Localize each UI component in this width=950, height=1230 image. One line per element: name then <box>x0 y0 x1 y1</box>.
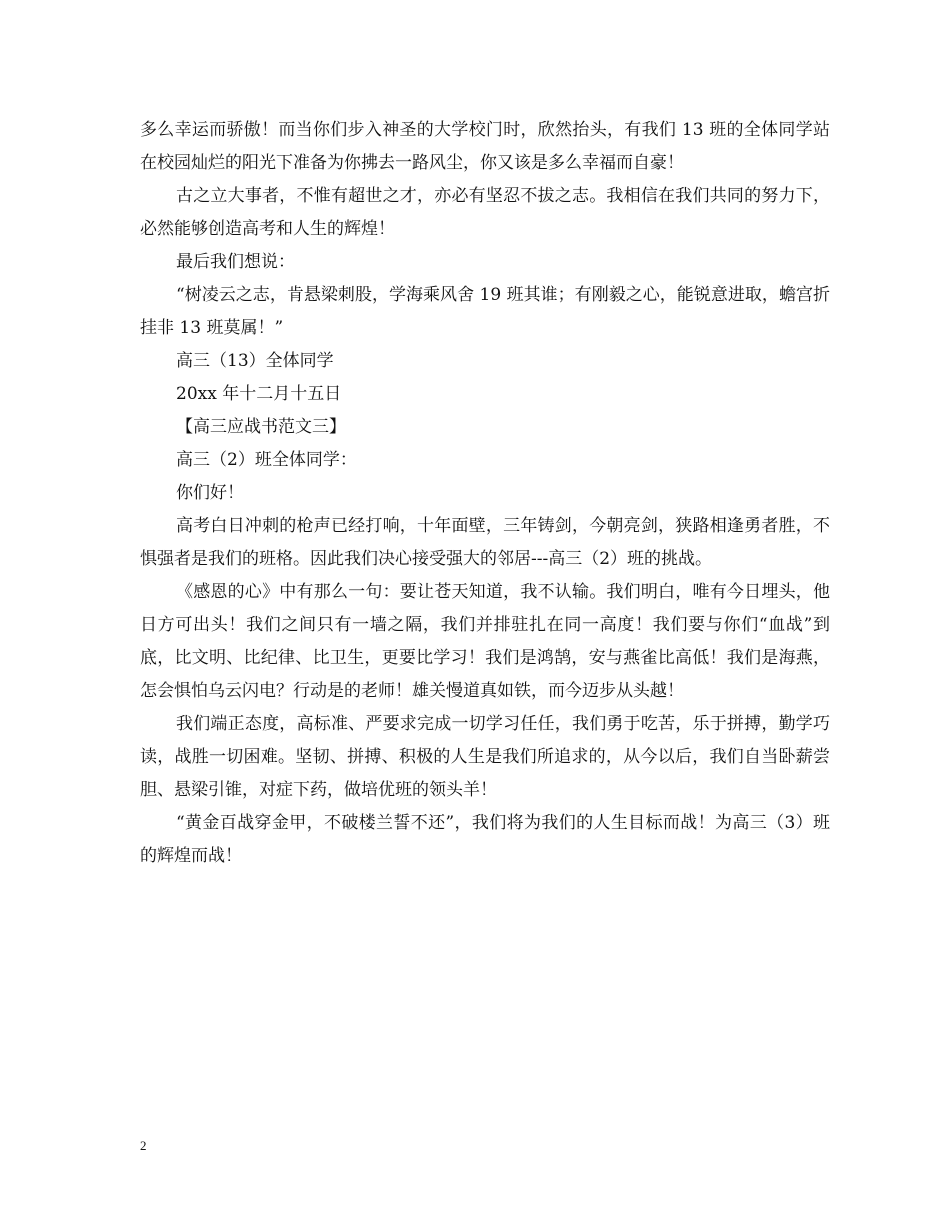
paragraph-10: 高考白日冲刺的枪声已经打响，十年面壁，三年铸剑，今朝亮剑，狭路相逢勇者胜，不惧强者是我们的班格。因此我们决心接受强大的邻居---高三（2）班的挑战。 <box>140 516 830 569</box>
paragraph-3: 最后我们想说： <box>176 252 295 272</box>
page-number: 2 <box>140 1138 147 1153</box>
greeting: 你们好！ <box>176 483 244 503</box>
signature-line: 高三（13）全体同学 <box>176 351 334 371</box>
document-body <box>140 114 830 873</box>
section-heading: 【高三应战书范文三】 <box>176 417 346 437</box>
paragraph-2: 古之立大事者，不惟有超世之才，亦必有坚忍不拔之志。我相信在我们共同的努力下，必然能够创造高考和人生的辉煌！ <box>140 186 830 239</box>
salutation: 高三（2）班全体同学： <box>176 450 357 470</box>
paragraph-4: “树凌云之志，肯悬梁刺股，学海乘风舍 19 班其谁；有刚毅之心，能锐意进取，蟾宫折挂非 13 班莫属！” <box>140 285 830 338</box>
paragraph-11: 《感恩的心》中有那么一句：要让苍天知道，我不认输。我们明白，唯有今日埋头，他日方可出头！我们之间只有一墙之隔，我们并排驻扎在同一高度！我们要与你们“血战”到底，比文明、比纪律、比卫生，更要比学习！我们是鸿鹄，安与燕雀比高低！我们是海燕，怎会惧怕乌云闪电？行动是的老师！雄关慢道真如铁，而今迈步从头越！ <box>140 582 830 701</box>
date-line: 20xx 年十二月十五日 <box>176 384 342 404</box>
paragraph-13: “黄金百战穿金甲，不破楼兰誓不还”，我们将为我们的人生目标而战！为高三（3）班的辉煌而战！ <box>140 813 830 866</box>
paragraph-1: 多么幸运而骄傲！而当你们步入神圣的大学校门时，欣然抬头，有我们 13 班的全体同学站在校园灿烂的阳光下准备为你拂去一路风尘，你又该是多么幸福而自豪！ <box>140 120 830 173</box>
paragraph-12: 我们端正态度，高标准、严要求完成一切学习任任，我们勇于吃苦，乐于拼搏，勤学巧读，战胜一切困难。坚韧、拼搏、积极的人生是我们所追求的，从今以后，我们自当卧薪尝胆、悬梁引锥，对症下药，做培优班的领头羊！ <box>140 714 830 800</box>
